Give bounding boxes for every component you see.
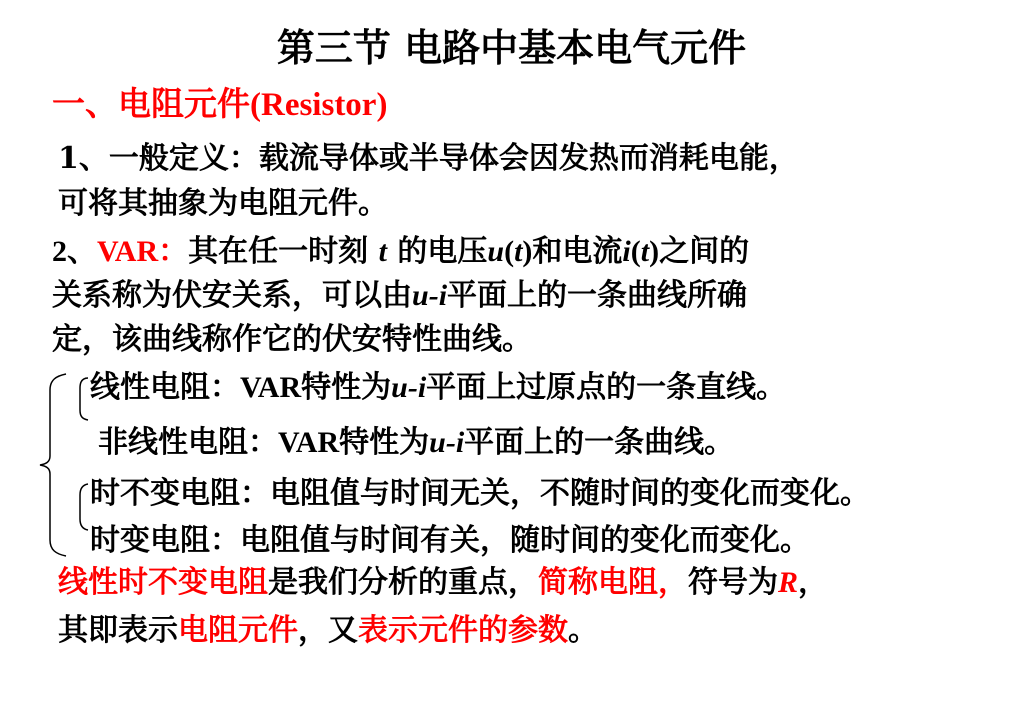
inner-brace-bottom-path (80, 484, 88, 530)
c1-u: u (391, 371, 408, 404)
var-term: VAR： (97, 235, 189, 268)
summary-comma: ， (798, 565, 829, 600)
paren-close-2: ) (649, 235, 660, 268)
summary-text-4: ，又 (298, 613, 358, 648)
classification-time-variant: 时变电阻：电阻值与时间有关，随时间的变化而变化。 (90, 523, 810, 558)
summary-line-2 (58, 613, 598, 649)
summary-line-1 (58, 565, 828, 601)
definition-line-1: 1、一般定义：载流导体或半导体会因发热而消耗电能， (58, 141, 799, 176)
section-heading-cn: 一、电阻元件 (52, 84, 250, 123)
c2-dash: - (445, 426, 456, 459)
summary-text-3: 其即表示 (58, 613, 178, 648)
var-u: u (487, 235, 505, 268)
c1-i: i (417, 371, 427, 404)
var-line-3: 定，该曲线称作它的伏安特性曲线。 (52, 322, 532, 357)
paren-open-2: ( (630, 235, 641, 268)
c2-u: u (429, 426, 446, 459)
c1-var: VAR (240, 371, 302, 404)
var-number: 2、 (52, 235, 97, 268)
c2-label: 非线性电阻： (98, 425, 278, 460)
inner-brace-top-path (80, 378, 88, 420)
definition-line-2: 可将其抽象为电阻元件。 (58, 186, 388, 221)
summary-key-term: 线性时不变电阻 (58, 565, 268, 600)
var-line-2 (52, 278, 747, 314)
var-text-3: 和电流 (532, 234, 623, 269)
outer-brace-path (40, 374, 66, 556)
c1-dash: - (407, 371, 418, 404)
section-heading-en: (Resistor) (250, 87, 388, 123)
paren-open-1: ( (504, 235, 515, 268)
summary-text-2: 符号为 (688, 565, 778, 600)
var-t-i: t (640, 235, 650, 268)
var-text-1: 其在任一时刻 (188, 234, 379, 269)
c1-desc: 平面上过原点的一条直线。 (426, 370, 787, 405)
var-line-1 (52, 234, 749, 270)
var-line2-text-b: 平面上的一条曲线所确 (447, 278, 748, 313)
summary-text-1: 是我们分析的重点， (268, 565, 538, 600)
var-t-u: t (514, 235, 523, 268)
var-t: t (378, 235, 387, 268)
summary-short-name: 简称电阻， (538, 565, 688, 600)
ui-dash: - (428, 279, 439, 312)
c2-text: 特性为 (339, 425, 430, 460)
summary-element: 电阻元件 (178, 613, 298, 648)
section-heading (52, 84, 387, 125)
c1-label: 线性电阻： (90, 370, 240, 405)
var-line2-text-a: 关系称为伏安关系，可以由 (52, 278, 412, 313)
var-text-2: 的电压 (386, 234, 488, 269)
c2-i: i (455, 426, 465, 459)
classification-brace (36, 372, 96, 558)
ui-u: u (412, 279, 429, 312)
page-title: 第三节 电路中基本电气元件 (276, 25, 747, 70)
c2-desc: 平面上的一条曲线。 (464, 425, 735, 460)
summary-symbol-r: R (778, 566, 799, 599)
classification-time-invariant: 时不变电阻：电阻值与时间无关，不随时间的变化而变化。 (90, 476, 870, 511)
ui-i: i (438, 279, 448, 312)
classification-nonlinear (98, 425, 734, 461)
var-i: i (622, 235, 631, 268)
paren-close-1: ) (522, 235, 533, 268)
c1-text: 特性为 (301, 370, 392, 405)
summary-period: 。 (568, 613, 598, 648)
var-text-4: 之间的 (659, 234, 750, 269)
classification-linear (90, 370, 786, 406)
c2-var: VAR (278, 426, 340, 459)
summary-parameter: 表示元件的参数 (358, 613, 568, 648)
